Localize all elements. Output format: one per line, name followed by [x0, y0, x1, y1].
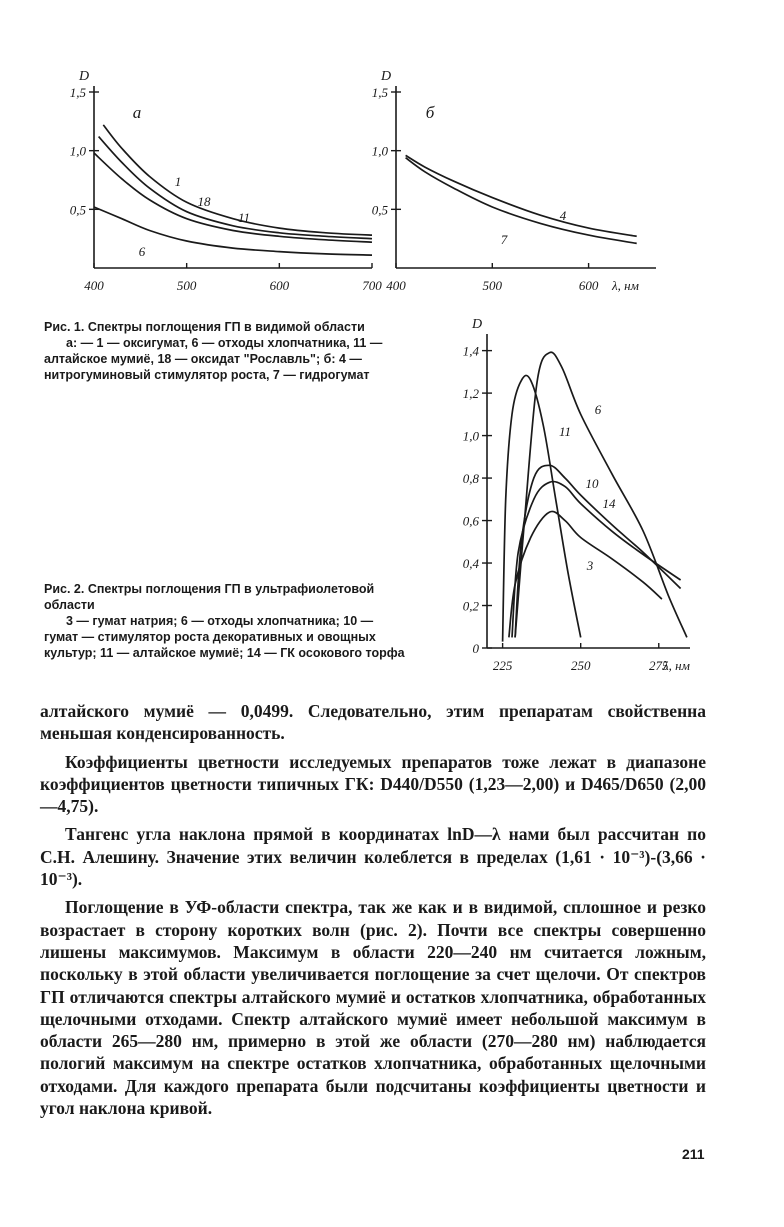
series-label-10: 10 — [585, 476, 599, 491]
x-tick-label: 250 — [570, 658, 591, 673]
x-tick-label: 275 — [649, 658, 669, 673]
y-tick-label: 1,0 — [462, 428, 479, 444]
series-label-11: 11 — [237, 210, 251, 225]
figure-2-caption-legend: 3 — гумат натрия; 6 — отходы хлопчатника; 10 — гумат — стимулятор роста декоративных и овощных культур; 11 — алтайское мумиё; 14 — ГК осокового торфа — [44, 614, 405, 660]
y-tick-label: 0,5 — [69, 202, 86, 218]
y-tick-label: 0,4 — [462, 556, 479, 572]
series-line-18 — [99, 137, 372, 239]
x-tick-label: 500 — [176, 278, 197, 293]
x-tick-label: 400 — [386, 278, 406, 293]
y-tick-label: 1,0 — [69, 143, 86, 159]
series-label-6: 6 — [594, 402, 602, 417]
y-tick-label: 0 — [472, 641, 479, 656]
y-axis-label: D — [380, 69, 392, 84]
panel-label: а — [132, 103, 142, 122]
figure-1a-plot — [70, 69, 383, 293]
figure-1-caption-title: Рис. 1. Спектры поглощения ГП в видимой области — [44, 320, 365, 334]
paragraph-1: алтайского мумиё — 0,0499. Следовательно, этим препаратам свойственна меньшая конденсированность. — [40, 701, 706, 744]
figure-2-caption-title: Рис. 2. Спектры поглощения ГП в ультрафиолетовой области — [44, 582, 375, 612]
x-axis-label: λ, нм — [663, 658, 690, 673]
series-line-10 — [515, 465, 681, 637]
series-label-1: 1 — [174, 174, 182, 189]
x-tick-label: 600 — [578, 278, 599, 293]
y-tick-label: 0,6 — [462, 513, 479, 529]
y-tick-label: 1,4 — [462, 343, 479, 359]
figure-2-caption — [44, 581, 406, 661]
series-line-3 — [509, 511, 662, 637]
x-tick-label: 600 — [269, 278, 290, 293]
body-text — [40, 700, 706, 1125]
series-label-18: 18 — [197, 194, 211, 209]
x-axis-label: λ, нм — [612, 278, 639, 293]
y-tick-label: 1,2 — [462, 386, 479, 402]
panel-label: б — [425, 103, 435, 122]
x-tick-label: 700 — [362, 278, 382, 293]
series-label-14: 14 — [602, 496, 616, 511]
y-tick-label: 0,8 — [462, 471, 479, 487]
figure-1-caption — [44, 319, 406, 383]
figure-1-caption-legend: а: — 1 — оксигумат, 6 — отходы хлопчатника, 11 — алтайское мумиё, 18 — оксидат "Рославль"; б: 4 — нитрогуминовый стимулятор роста, 7 — гидрогумат — [44, 336, 383, 382]
paragraph-2: Коэффициенты цветности исследуемых препаратов тоже лежат в диапазоне коэффициентов цветности типичных ГК: D440/D550 (1,23—2,00) и D465/D650 (2,00—4,75). — [40, 751, 706, 817]
y-tick-label: 1,5 — [371, 85, 388, 100]
y-axis-label: D — [471, 317, 483, 332]
series-line-4 — [406, 155, 637, 236]
series-label-4: 4 — [559, 208, 567, 223]
paragraph-3: Тангенс угла наклона прямой в координатах lnD—λ нами был рассчитан по С.Н. Алешину. Значение этих величин колеблется в пределах (1,61 · 10⁻³)-(3,66 · 10⁻³). — [40, 824, 706, 890]
series-line-6 — [515, 352, 687, 637]
y-tick-label: 1,0 — [371, 143, 388, 159]
figure-1b-plot — [372, 69, 656, 293]
y-tick-label: 1,5 — [69, 85, 86, 100]
x-tick-label: 400 — [84, 278, 104, 293]
series-line-11 — [94, 153, 372, 242]
series-label-11: 11 — [558, 424, 572, 439]
series-label-6: 6 — [138, 244, 146, 259]
paragraph-4: Поглощение в УФ-области спектра, так же как и в видимой, сплошное и резко возрастает в сторону коротких волн (рис. 2). Почти все спектры совершенно лишены максимумов. Максимум в области 220—240 нм считается ложным, поскольку в этой области увеличивается поглощение за счет щелочи. От спектров ГП отличаются спектры алтайского мумиё и остатков хлопчатника, обработанных щелочными отходами. Спектр алтайского мумиё имеет небольшой максимум в области 265—280 нм, примерно в этой же области (270—280 нм) наблюдается пологий максимум на спектре остатков хлопчатника, обработанных щелочными отходами. Для каждого препарата были подсчитаны коэффициенты цветности и угол наклона кривой. — [40, 897, 706, 1119]
y-tick-label: 0,2 — [462, 598, 479, 614]
figure-2-plot — [463, 317, 690, 673]
page-number: 211 — [682, 1146, 705, 1162]
series-label-3: 3 — [586, 558, 594, 573]
x-tick-label: 225 — [492, 658, 513, 673]
series-label-7: 7 — [500, 232, 508, 247]
y-axis-label: D — [78, 69, 90, 84]
y-tick-label: 0,5 — [371, 202, 388, 218]
x-tick-label: 500 — [482, 278, 503, 293]
